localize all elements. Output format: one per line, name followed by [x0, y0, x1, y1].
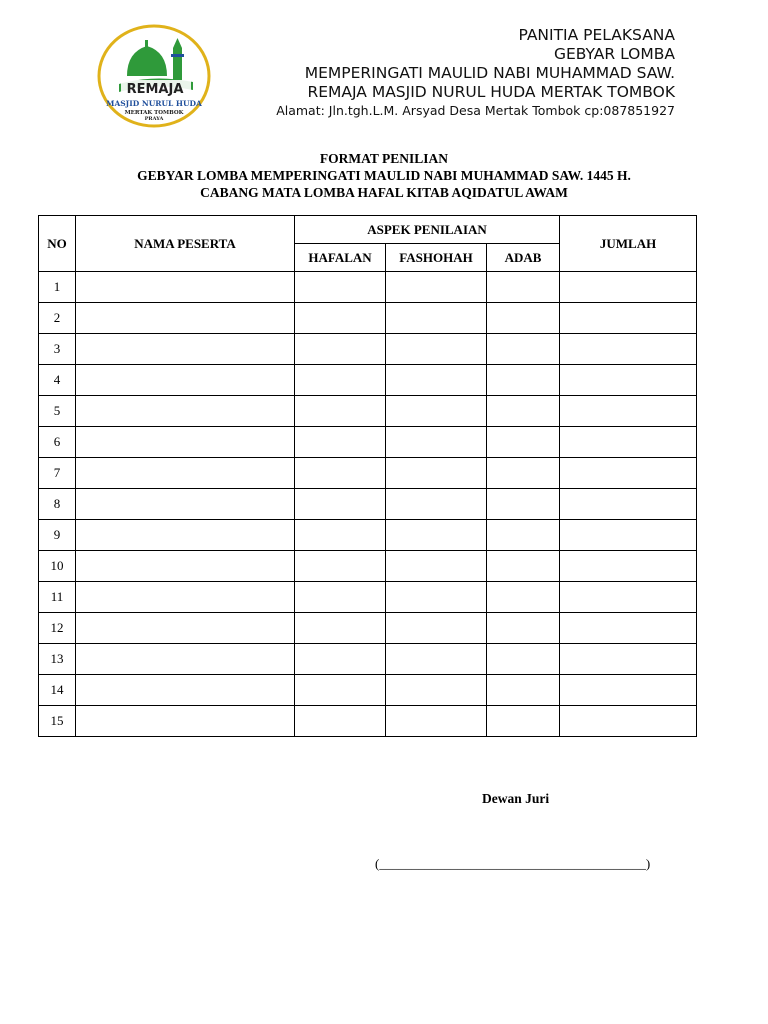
- header-fashohah: FASHOHAH: [386, 244, 487, 272]
- fashohah-cell[interactable]: [386, 520, 487, 551]
- hafalan-cell[interactable]: [295, 272, 386, 303]
- header-address: Alamat: Jln.tgh.L.M. Arsyad Desa Mertak Tombok cp:087851927: [276, 103, 675, 118]
- fashohah-cell[interactable]: [386, 365, 487, 396]
- adab-cell[interactable]: [487, 520, 560, 551]
- hafalan-cell[interactable]: [295, 675, 386, 706]
- hafalan-cell[interactable]: [295, 334, 386, 365]
- nama-peserta-cell[interactable]: [76, 458, 295, 489]
- fashohah-cell[interactable]: [386, 551, 487, 582]
- jumlah-cell[interactable]: [560, 458, 697, 489]
- fashohah-cell[interactable]: [386, 675, 487, 706]
- table-row: [39, 303, 697, 334]
- adab-cell[interactable]: [487, 334, 560, 365]
- row-number-cell: 2: [39, 303, 76, 334]
- adab-cell[interactable]: [487, 644, 560, 675]
- nama-peserta-cell[interactable]: [76, 272, 295, 303]
- header-line-maulid: MEMPERINGATI MAULID NABI MUHAMMAD SAW.: [304, 64, 675, 82]
- title-event: GEBYAR LOMBA MEMPERINGATI MAULID NABI MUHAMMAD SAW. 1445 H.: [137, 168, 631, 183]
- adab-cell[interactable]: [487, 706, 560, 737]
- title-format: FORMAT PENILIAN: [319, 151, 449, 166]
- nama-peserta-cell[interactable]: [76, 303, 295, 334]
- fashohah-cell[interactable]: [386, 582, 487, 613]
- header-line-gebyar: GEBYAR LOMBA: [553, 45, 675, 63]
- table-row: [39, 675, 697, 706]
- header-adab: ADAB: [487, 244, 560, 272]
- nama-peserta-cell[interactable]: [76, 396, 295, 427]
- hafalan-cell[interactable]: [295, 706, 386, 737]
- fashohah-cell[interactable]: [386, 706, 487, 737]
- hafalan-cell[interactable]: [295, 613, 386, 644]
- header-jumlah: JUMLAH: [560, 216, 697, 272]
- fashohah-cell[interactable]: [386, 613, 487, 644]
- jumlah-cell[interactable]: [560, 706, 697, 737]
- adab-cell[interactable]: [487, 551, 560, 582]
- document-title-block: [0, 150, 768, 201]
- adab-cell[interactable]: [487, 365, 560, 396]
- scoring-table: [38, 215, 697, 737]
- nama-peserta-cell[interactable]: [76, 365, 295, 396]
- hafalan-cell[interactable]: [295, 582, 386, 613]
- jumlah-cell[interactable]: [560, 582, 697, 613]
- jumlah-cell[interactable]: [560, 396, 697, 427]
- jumlah-cell[interactable]: [560, 551, 697, 582]
- jumlah-cell[interactable]: [560, 675, 697, 706]
- signature-line: (_________________________________________): [375, 856, 651, 871]
- dewan-juri-label: Dewan Juri: [482, 791, 550, 806]
- adab-cell[interactable]: [487, 427, 560, 458]
- fashohah-cell[interactable]: [386, 334, 487, 365]
- table-row: [39, 396, 697, 427]
- nama-peserta-cell[interactable]: [76, 706, 295, 737]
- row-number-cell: 6: [39, 427, 76, 458]
- header-line-remaja: REMAJA MASJID NURUL HUDA MERTAK TOMBOK: [307, 83, 675, 101]
- row-number-cell: 3: [39, 334, 76, 365]
- jumlah-cell[interactable]: [560, 303, 697, 334]
- row-number-cell: 4: [39, 365, 76, 396]
- table-row: [39, 489, 697, 520]
- remaja-masjid-logo: [97, 24, 211, 128]
- hafalan-cell[interactable]: [295, 427, 386, 458]
- row-number-cell: 10: [39, 551, 76, 582]
- fashohah-cell[interactable]: [386, 303, 487, 334]
- adab-cell[interactable]: [487, 272, 560, 303]
- fashohah-cell[interactable]: [386, 644, 487, 675]
- nama-peserta-cell[interactable]: [76, 489, 295, 520]
- fashohah-cell[interactable]: [386, 458, 487, 489]
- logo-arc-text: MASJID NURUL HUDA: [106, 99, 202, 108]
- table-row: [39, 644, 697, 675]
- row-number-cell: 12: [39, 613, 76, 644]
- hafalan-cell[interactable]: [295, 365, 386, 396]
- header-nama-peserta: NAMA PESERTA: [76, 216, 295, 272]
- nama-peserta-cell[interactable]: [76, 520, 295, 551]
- table-row: [39, 551, 697, 582]
- logo-sub1: MERTAK TOMBOK: [124, 110, 184, 116]
- fashohah-cell[interactable]: [386, 489, 487, 520]
- nama-peserta-cell[interactable]: [76, 334, 295, 365]
- table-row: [39, 613, 697, 644]
- row-number-cell: 1: [39, 272, 76, 303]
- hafalan-cell[interactable]: [295, 551, 386, 582]
- logo-sub2: PRAYA: [144, 116, 164, 122]
- adab-cell[interactable]: [487, 396, 560, 427]
- nama-peserta-cell[interactable]: [76, 613, 295, 644]
- jumlah-cell[interactable]: [560, 613, 697, 644]
- logo-title: REMAJA: [126, 82, 184, 97]
- jumlah-cell[interactable]: [560, 334, 697, 365]
- fashohah-cell[interactable]: [386, 427, 487, 458]
- hafalan-cell[interactable]: [295, 396, 386, 427]
- jumlah-cell[interactable]: [560, 644, 697, 675]
- hafalan-cell[interactable]: [295, 458, 386, 489]
- hafalan-cell[interactable]: [295, 303, 386, 334]
- jumlah-cell[interactable]: [560, 365, 697, 396]
- header-no: NO: [39, 216, 76, 272]
- row-number-cell: 7: [39, 458, 76, 489]
- fashohah-cell[interactable]: [386, 272, 487, 303]
- title-cabang: CABANG MATA LOMBA HAFAL KITAB AQIDATUL AWAM: [200, 185, 568, 200]
- nama-peserta-cell[interactable]: [76, 551, 295, 582]
- hafalan-cell[interactable]: [295, 489, 386, 520]
- table-row: [39, 334, 697, 365]
- nama-peserta-cell[interactable]: [76, 675, 295, 706]
- adab-cell[interactable]: [487, 675, 560, 706]
- hafalan-cell[interactable]: [295, 520, 386, 551]
- header-line-panitia: PANITIA PELAKSANA: [518, 26, 675, 44]
- letterhead: [276, 26, 675, 119]
- jumlah-cell[interactable]: [560, 272, 697, 303]
- jumlah-cell[interactable]: [560, 520, 697, 551]
- jumlah-cell[interactable]: [560, 427, 697, 458]
- nama-peserta-cell[interactable]: [76, 427, 295, 458]
- fashohah-cell[interactable]: [386, 396, 487, 427]
- adab-cell[interactable]: [487, 613, 560, 644]
- table-row: [39, 582, 697, 613]
- row-number-cell: 13: [39, 644, 76, 675]
- jumlah-cell[interactable]: [560, 489, 697, 520]
- adab-cell[interactable]: [487, 489, 560, 520]
- row-number-cell: 9: [39, 520, 76, 551]
- adab-cell[interactable]: [487, 582, 560, 613]
- adab-cell[interactable]: [487, 458, 560, 489]
- nama-peserta-cell[interactable]: [76, 582, 295, 613]
- hafalan-cell[interactable]: [295, 644, 386, 675]
- table-row: [39, 520, 697, 551]
- table-row: [39, 458, 697, 489]
- row-number-cell: 11: [39, 582, 76, 613]
- table-row: [39, 365, 697, 396]
- header-hafalan: HAFALAN: [295, 244, 386, 272]
- table-row: [39, 706, 697, 737]
- row-number-cell: 14: [39, 675, 76, 706]
- header-aspek-penilaian: ASPEK PENILAIAN: [295, 216, 560, 244]
- table-row: [39, 272, 697, 303]
- adab-cell[interactable]: [487, 303, 560, 334]
- row-number-cell: 5: [39, 396, 76, 427]
- table-row: [39, 427, 697, 458]
- nama-peserta-cell[interactable]: [76, 644, 295, 675]
- row-number-cell: 8: [39, 489, 76, 520]
- row-number-cell: 15: [39, 706, 76, 737]
